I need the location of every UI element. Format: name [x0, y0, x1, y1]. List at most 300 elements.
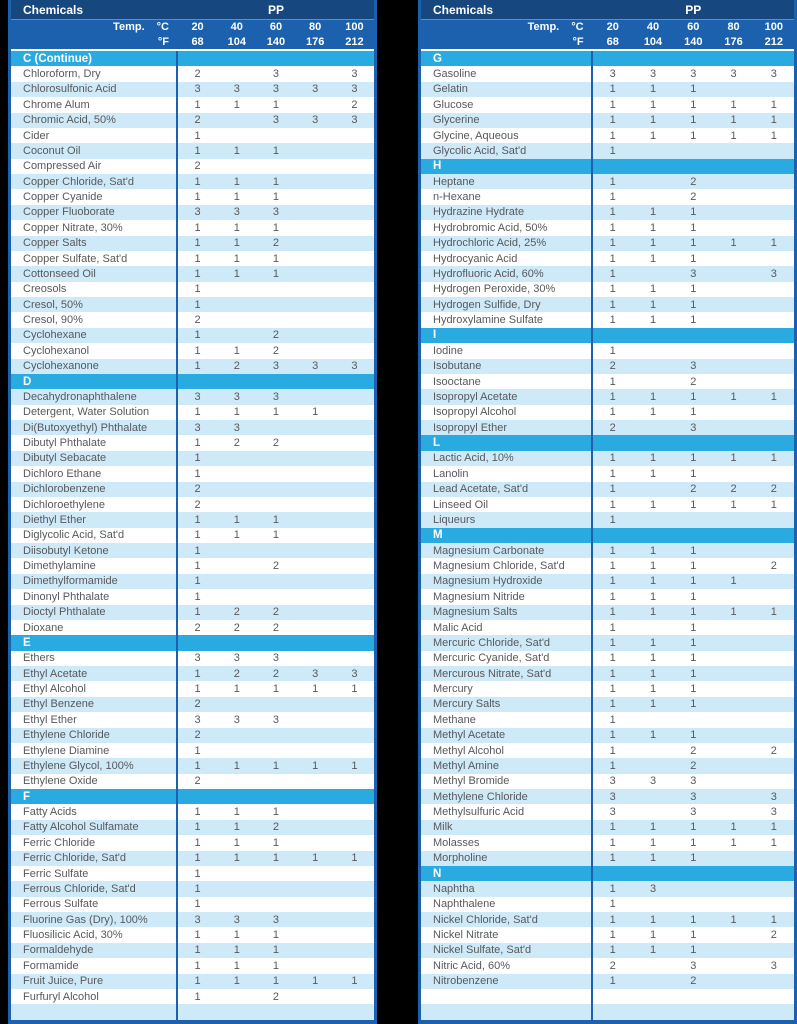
rating-cell [217, 282, 256, 297]
chemical-name: Mercuric Cyanide, Sat'd [421, 651, 593, 666]
rating-cell: 3 [194, 421, 201, 434]
rating-cell: 2 [690, 175, 697, 188]
rating-cell: 2 [272, 237, 280, 250]
rating-cell [633, 866, 673, 881]
rating-cell: 1 [690, 836, 697, 849]
table-row [11, 251, 374, 266]
rating-cell [217, 497, 256, 512]
rating-cell: 1 [770, 237, 777, 250]
rating-cell: 3 [770, 959, 777, 972]
table-row [421, 143, 794, 158]
rating-cell: 1 [690, 98, 697, 111]
chemical-name: Hydrogen Peroxide, 30% [421, 282, 593, 297]
rating-cell [754, 435, 794, 450]
rating-cell [217, 774, 256, 789]
chemical-name: Magnesium Carbonate [421, 543, 593, 558]
rating-cell: 1 [609, 898, 616, 911]
rating-cell [673, 528, 713, 543]
rating-cell: 3 [690, 775, 697, 788]
rating-cell [335, 820, 374, 835]
chemical-name: Mercury Salts [421, 697, 593, 712]
rating-cell: 1 [649, 544, 657, 557]
rating-cell [633, 620, 673, 635]
rating-cell: 3 [351, 360, 358, 373]
pp-header-cell [593, 0, 794, 19]
rating-cell [593, 989, 633, 1004]
rating-cell: 1 [194, 283, 201, 296]
chemical-name: Isopropyl Acetate [421, 389, 593, 404]
rating-cell: 1 [690, 498, 697, 511]
rating-cell [256, 866, 295, 881]
rating-cell [296, 943, 335, 958]
rating-cell: 1 [233, 144, 240, 157]
rating-cell [754, 82, 794, 97]
rating-cell [754, 666, 794, 681]
table-row [421, 558, 794, 573]
chemical-name: Isopropyl Ether [421, 420, 593, 435]
table-row [421, 666, 794, 681]
chemical-name: n-Hexane [421, 189, 593, 204]
chemical-name: Dimethylamine [11, 558, 178, 573]
temp-c-col-5: 100 [764, 21, 784, 34]
rating-cell: 1 [649, 944, 657, 957]
table-row [421, 205, 794, 220]
rating-cell: 2 [272, 621, 280, 634]
rating-cell [335, 451, 374, 466]
rating-cell [335, 405, 374, 420]
rating-cell [217, 128, 256, 143]
rating-cell: 1 [312, 759, 319, 772]
rating-cell [713, 435, 753, 450]
table-row [11, 820, 374, 835]
rating-cell: 3 [233, 83, 240, 96]
chemical-name: Glucose [421, 97, 593, 112]
table-row [11, 589, 374, 604]
rating-cell: 3 [194, 913, 201, 926]
rating-cell: 1 [194, 606, 201, 619]
table-row [421, 236, 794, 251]
rating-cell [178, 1004, 217, 1019]
rating-cell [673, 866, 713, 881]
rating-cell: 2 [770, 560, 777, 573]
chemical-name: Cottonseed Oil [11, 266, 178, 281]
rating-cell [335, 312, 374, 327]
table-row [11, 666, 374, 681]
rating-cell: 1 [609, 821, 616, 834]
rating-cell [754, 712, 794, 727]
rating-cell: 3 [272, 114, 280, 127]
rating-cell: 1 [609, 314, 616, 327]
chemical-name: Ferric Chloride [11, 835, 178, 850]
chemical-name: Ethyl Benzene [11, 697, 178, 712]
rating-cell: 3 [194, 390, 201, 403]
rating-cell [217, 482, 256, 497]
rating-cell [754, 512, 794, 527]
rating-cell: 1 [609, 221, 616, 234]
table-row [421, 220, 794, 235]
rating-cell [754, 1004, 794, 1019]
rating-cell [335, 866, 374, 881]
rating-cell: 1 [730, 913, 737, 926]
rating-cell: 1 [770, 821, 777, 834]
rating-cell: 1 [351, 759, 358, 772]
chemicals-header-cell [421, 0, 593, 19]
table-row [11, 451, 374, 466]
rating-cell [217, 697, 256, 712]
rating-cell [335, 497, 374, 512]
rating-cell [754, 51, 794, 66]
rating-cell [633, 958, 673, 973]
rating-cell: 1 [690, 944, 697, 957]
table-row [11, 620, 374, 635]
rating-cell: 1 [272, 944, 280, 957]
table-row [11, 743, 374, 758]
rating-cell: 1 [649, 83, 657, 96]
rating-cell: 1 [194, 929, 201, 942]
rating-cell: 2 [194, 114, 201, 127]
section-label: M [421, 528, 593, 543]
chemical-name [421, 1004, 593, 1019]
rating-cell: 1 [609, 560, 616, 573]
chemical-table-left [8, 0, 377, 1024]
chemical-name: Liqueurs [421, 512, 593, 527]
rating-cell [754, 758, 794, 773]
rating-cell: 1 [690, 575, 697, 588]
table-row [11, 174, 374, 189]
section-label: G [421, 51, 593, 66]
rating-cell [593, 866, 633, 881]
rating-cell: 1 [609, 544, 616, 557]
rating-cell [335, 220, 374, 235]
temp-f-col-2: 104 [227, 35, 246, 48]
chemical-name: Copper Sulfate, Sat'd [11, 251, 178, 266]
rating-cell [296, 1004, 335, 1019]
table-row [421, 128, 794, 143]
rating-cell: 1 [609, 667, 616, 680]
table-row [11, 558, 374, 573]
table-row [11, 328, 374, 343]
rating-cell: 3 [194, 206, 201, 219]
rating-cell: 3 [690, 790, 697, 803]
rating-cell [335, 789, 374, 804]
table-row [11, 728, 374, 743]
rating-cell [296, 328, 335, 343]
table-row [11, 236, 374, 251]
section-label: D [11, 374, 178, 389]
rating-cell: 1 [690, 636, 697, 649]
rating-cell: 3 [649, 775, 657, 788]
rating-cell [633, 974, 673, 989]
rating-cell: 1 [770, 606, 777, 619]
rating-cell [335, 912, 374, 927]
rating-cell [593, 159, 633, 174]
rating-cell [754, 528, 794, 543]
rating-cell: 1 [609, 513, 616, 526]
rating-cell [754, 359, 794, 374]
chemical-name: Fluorine Gas (Dry), 100% [11, 912, 178, 927]
temp-label: Temp. [527, 21, 560, 34]
chemical-name: Methylene Chloride [421, 789, 593, 804]
table-row [11, 113, 374, 128]
rating-cell: 1 [272, 683, 280, 696]
rating-cell: 1 [770, 129, 777, 142]
rating-cell [296, 205, 335, 220]
rating-cell [335, 958, 374, 973]
table-row [421, 251, 794, 266]
chemicals-column-label: Chemicals [433, 2, 494, 17]
rating-cell: 2 [272, 560, 280, 573]
rating-cell [256, 589, 295, 604]
rating-cell: 1 [194, 237, 201, 250]
rating-cell [754, 251, 794, 266]
rating-cell [633, 743, 673, 758]
rating-cell: 3 [272, 360, 280, 373]
rating-cell [633, 359, 673, 374]
rating-cell [296, 697, 335, 712]
chemical-name: Magnesium Chloride, Sat'd [421, 558, 593, 573]
rating-cell: 1 [649, 467, 657, 480]
table-row [421, 728, 794, 743]
rating-cell: 1 [609, 406, 616, 419]
rating-cell [217, 866, 256, 881]
rating-cell: 1 [730, 606, 737, 619]
table-row [421, 113, 794, 128]
rating-cell: 1 [770, 836, 777, 849]
rating-cell: 1 [609, 621, 616, 634]
chemical-name: Copper Cyanide [11, 189, 178, 204]
rating-cell [713, 743, 753, 758]
chemical-name: Gelatin [421, 82, 593, 97]
temp-c-col-3: 60 [687, 21, 700, 34]
rating-cell: 2 [194, 483, 201, 496]
rating-cell: 2 [272, 606, 280, 619]
rating-cell [335, 189, 374, 204]
rating-cell: 1 [690, 729, 697, 742]
table-row [11, 528, 374, 543]
rating-cell: 3 [690, 421, 697, 434]
chemical-name: Nitric Acid, 60% [421, 958, 593, 973]
chemical-name: Furfuryl Alcohol [11, 989, 178, 1004]
rating-cell [673, 143, 713, 158]
rating-cell [335, 128, 374, 143]
rating-cell [217, 374, 256, 389]
rating-cell: 1 [649, 590, 657, 603]
rating-cell: 1 [609, 252, 616, 265]
chemical-name: Chlorosulfonic Acid [11, 82, 178, 97]
rating-cell [256, 497, 295, 512]
rating-cell: 2 [690, 483, 697, 496]
rating-cell: 1 [690, 698, 697, 711]
rating-cell [335, 743, 374, 758]
chemical-name: Hydrazine Hydrate [421, 205, 593, 220]
table-row [11, 435, 374, 450]
chemical-name: Ethyl Alcohol [11, 681, 178, 696]
rating-cell: 1 [730, 114, 737, 127]
rating-cell [713, 897, 753, 912]
rating-cell: 3 [690, 68, 697, 81]
rating-cell [713, 620, 753, 635]
rating-cell: 1 [194, 867, 201, 880]
table-row [421, 420, 794, 435]
rating-cell: 1 [609, 882, 616, 895]
rating-cell [633, 174, 673, 189]
rating-cell [754, 312, 794, 327]
table-row [11, 927, 374, 942]
rating-cell: 1 [194, 744, 201, 757]
rating-cell: 3 [609, 775, 616, 788]
rating-cell [754, 174, 794, 189]
chemical-name: Ethyl Acetate [11, 666, 178, 681]
rating-cell [335, 989, 374, 1004]
table-row [11, 989, 374, 1004]
rating-cell: 1 [609, 590, 616, 603]
rating-cell: 3 [233, 206, 240, 219]
rating-cell: 3 [272, 83, 280, 96]
rating-cell: 3 [312, 83, 319, 96]
temp-label: Temp. [113, 21, 145, 34]
rating-cell: 1 [272, 759, 280, 772]
rating-cell: 1 [272, 144, 280, 157]
rating-cell [335, 343, 374, 358]
rating-cell [633, 143, 673, 158]
chemical-name: Nitrobenzene [421, 974, 593, 989]
chemical-name: Naphtha [421, 881, 593, 896]
chemical-name: Heptane [421, 174, 593, 189]
table-row [11, 881, 374, 896]
rating-cell: 1 [609, 836, 616, 849]
rating-cell [217, 574, 256, 589]
rating-cell [713, 328, 753, 343]
rating-cell: 1 [649, 836, 657, 849]
rating-cell [754, 697, 794, 712]
section-label: L [421, 435, 593, 450]
chemical-name: Diisobutyl Ketone [11, 543, 178, 558]
table-row [421, 543, 794, 558]
rating-cell [335, 697, 374, 712]
rating-cell [296, 389, 335, 404]
section-header-row [421, 328, 794, 343]
table-row [421, 835, 794, 850]
rating-cell [296, 712, 335, 727]
table-row [421, 405, 794, 420]
rating-cell [633, 804, 673, 819]
rating-cell [754, 774, 794, 789]
rating-cell [217, 728, 256, 743]
rating-cell [754, 897, 794, 912]
table-row [421, 620, 794, 635]
chemical-name: Ethers [11, 651, 178, 666]
table-row [421, 266, 794, 281]
rating-cell: 1 [609, 83, 616, 96]
rating-cell [335, 328, 374, 343]
rating-cell: 2 [609, 959, 616, 972]
rating-cell [335, 435, 374, 450]
rating-cell [256, 466, 295, 481]
rating-cell [296, 774, 335, 789]
rating-cell: 1 [272, 191, 280, 204]
rating-cell [713, 974, 753, 989]
rating-cell: 1 [770, 498, 777, 511]
fahrenheit-symbol: °F [157, 35, 169, 48]
rating-cell [633, 343, 673, 358]
rating-cell: 2 [770, 929, 777, 942]
temp-f-col-2: 104 [643, 35, 663, 48]
rating-cell [754, 574, 794, 589]
chemical-name: Methyl Acetate [421, 728, 593, 743]
chemical-name: Iodine [421, 343, 593, 358]
rating-cell: 1 [730, 129, 737, 142]
rating-cell: 1 [312, 852, 319, 865]
rating-cell [713, 927, 753, 942]
rating-cell [713, 220, 753, 235]
chemical-name: Molasses [421, 835, 593, 850]
table-row [11, 804, 374, 819]
rating-cell [178, 789, 217, 804]
rating-cell [754, 635, 794, 650]
rating-cell: 1 [272, 529, 280, 542]
rating-cell [713, 159, 753, 174]
fahrenheit-row [11, 35, 374, 50]
rating-cell: 1 [272, 406, 280, 419]
rating-cell [754, 205, 794, 220]
rating-cell [296, 174, 335, 189]
table-row [421, 958, 794, 973]
rating-cell [296, 835, 335, 850]
rating-cell: 1 [649, 252, 657, 265]
rating-cell [296, 220, 335, 235]
rating-cell: 1 [649, 667, 657, 680]
chemical-name: Hydrochloric Acid, 25% [421, 236, 593, 251]
rating-cell: 1 [233, 929, 240, 942]
table-row [11, 312, 374, 327]
table-row [11, 420, 374, 435]
rating-cell [754, 343, 794, 358]
rating-cell: 1 [690, 206, 697, 219]
rating-cell [335, 266, 374, 281]
rating-cell: 1 [649, 237, 657, 250]
rating-cell [335, 236, 374, 251]
rating-cell [713, 251, 753, 266]
rating-cell [296, 189, 335, 204]
rating-cell [754, 543, 794, 558]
rating-cell [335, 651, 374, 666]
rating-cell [713, 51, 753, 66]
section-header-row [11, 51, 374, 66]
rating-cell [713, 589, 753, 604]
rating-cell [296, 589, 335, 604]
rating-cell [256, 789, 295, 804]
chemical-name: Glycolic Acid, Sat'd [421, 143, 593, 158]
rating-cell: 2 [351, 98, 358, 111]
table-row [11, 851, 374, 866]
table-row [11, 974, 374, 989]
rating-cell [296, 528, 335, 543]
table-header [11, 0, 374, 19]
rating-cell: 1 [649, 498, 657, 511]
pp-column-label: PP [685, 2, 702, 17]
chemical-name: Dichlorobenzene [11, 482, 178, 497]
rating-cell [633, 482, 673, 497]
chemical-name: Milk [421, 820, 593, 835]
rating-cell [256, 282, 295, 297]
chemical-name: Cresol, 90% [11, 312, 178, 327]
rating-cell [296, 266, 335, 281]
rating-cell: 1 [272, 975, 280, 988]
rating-cell [754, 989, 794, 1004]
rating-cell: 1 [194, 959, 201, 972]
rating-cell: 1 [233, 852, 240, 865]
rating-cell: 3 [770, 68, 777, 81]
